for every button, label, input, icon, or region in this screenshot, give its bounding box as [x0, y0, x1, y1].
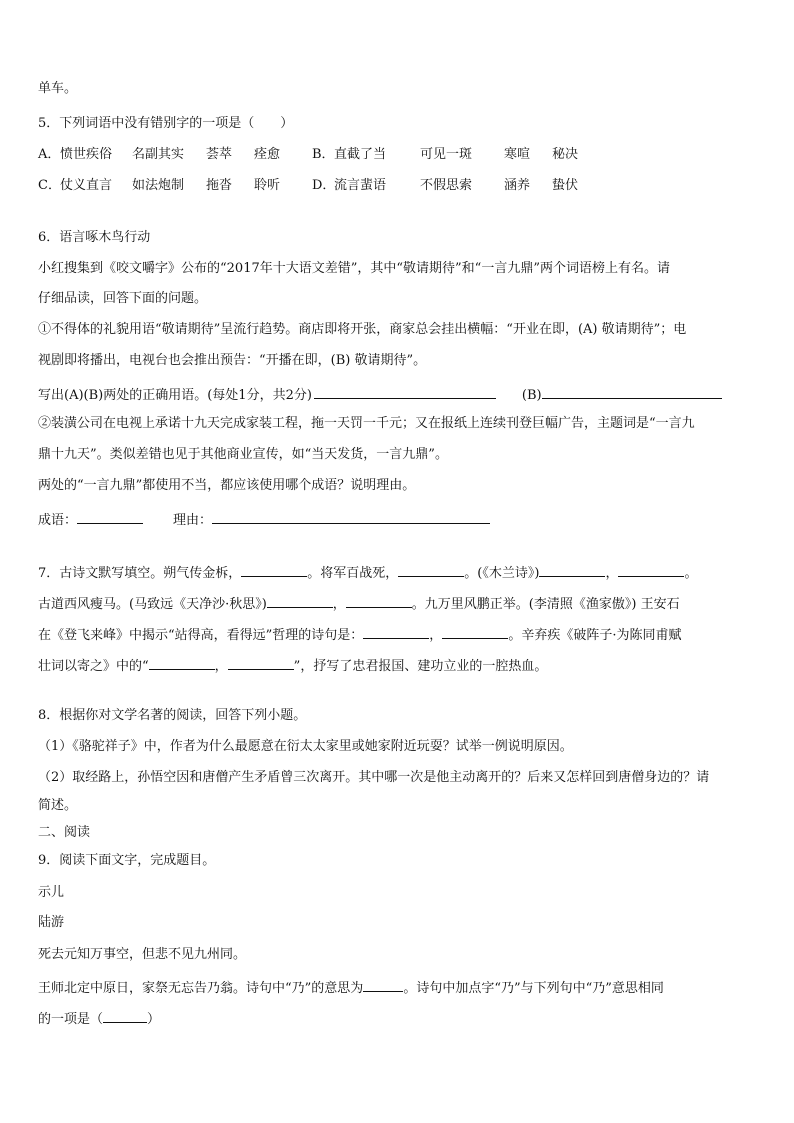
- text-fragment: 。将军百战死，: [307, 566, 399, 581]
- answer-blank-a[interactable]: [314, 384, 496, 399]
- text-line: 单车。: [38, 81, 78, 96]
- answer-blank[interactable]: [149, 655, 215, 670]
- poem-line: 死去元知万事空，但悲不见九州同。: [38, 947, 247, 962]
- question-5-stem: 5．下列词语中没有错别字的一项是（ ）: [38, 116, 294, 131]
- text-fragment: ，: [605, 566, 619, 581]
- answer-blank[interactable]: [539, 562, 605, 577]
- question-7-line-3: [38, 624, 758, 644]
- option-b-label: B．: [312, 147, 335, 162]
- idiom-blank[interactable]: [77, 509, 143, 524]
- option-word: 荟萃: [206, 147, 233, 162]
- text-fragment: ，: [332, 597, 346, 612]
- section-heading: 二、阅读: [38, 825, 91, 840]
- answer-blank[interactable]: [228, 655, 294, 670]
- question-6-write-row: [38, 384, 758, 404]
- reason-blank[interactable]: [212, 509, 490, 524]
- text-fragment: 诗句中“乃”的意思为: [246, 981, 364, 996]
- text-line: ①不得体的礼貌用语“敬请期待”呈流行趋势。商店即将开张，商家总会挂出横幅：“开业在即，(A) 敬请期待”；电: [38, 322, 687, 337]
- option-word: 直截了当: [334, 147, 387, 162]
- option-word: 名副其实: [132, 147, 185, 162]
- text-fragment: 。诗句中加点字“乃”与下列句中“乃”意思相同: [403, 981, 664, 996]
- option-word: 聆听: [254, 178, 281, 193]
- option-a-label: A．: [38, 147, 61, 162]
- question-8-part-1: （1）《骆驼祥子》中，作者为什么最愿意在衍太太家里或她家附近玩耍？试举一例说明原因。: [38, 739, 573, 754]
- reason-label: 理由：: [173, 513, 213, 528]
- write-prompt: 写出(A)(B)两处的正确用语。(每处1分，共2分): [38, 388, 312, 403]
- question-5-options-cd: [38, 177, 758, 197]
- question-7-line-1: [38, 562, 758, 582]
- text-fragment: 壮词以寄之》中的“: [38, 659, 149, 674]
- idiom-label: 成语：: [38, 513, 78, 528]
- answer-blank[interactable]: [363, 624, 429, 639]
- text-fragment: 。辛弃疾《破阵子·为陈同甫赋: [508, 628, 682, 643]
- text-fragment: 。(《木兰诗》): [464, 566, 540, 581]
- option-c-label: C．: [38, 178, 61, 193]
- option-word: 拖沓: [206, 178, 233, 193]
- poem-line: 王师北定中原日，家祭无忘告乃翁。: [38, 981, 247, 996]
- option-word: 不假思索: [420, 178, 473, 193]
- option-word: 可见一斑: [420, 147, 473, 162]
- text-line: 两处的“一言九鼎”都使用不当，都应该使用哪个成语？说明理由。: [38, 478, 416, 493]
- option-word: 流言蜚语: [334, 178, 387, 193]
- option-d-label: D．: [312, 178, 336, 193]
- option-word: 秘决: [552, 147, 579, 162]
- question-5-options-ab: [38, 146, 758, 166]
- text-fragment: ）: [147, 1012, 161, 1027]
- text-fragment: 。: [684, 566, 698, 581]
- text-line: 鼎十九天”。类似差错也见于其他商业宣传，如“当天发货，一言九鼎”。: [38, 447, 448, 462]
- text-line: 小红搜集到《咬文嚼字》公布的“2017年十大语文差错”，其中“敬请期待”和“一言九鼎”两个词语榜上有名。请: [38, 261, 670, 276]
- answer-blank[interactable]: [241, 562, 307, 577]
- answer-blank[interactable]: [346, 593, 412, 608]
- option-word: 蛰伏: [552, 178, 579, 193]
- b-label: (B): [521, 388, 542, 403]
- text-fragment: 7．古诗文默写填空。朔气传金柝，: [38, 566, 242, 581]
- question-7-line-4: [38, 655, 758, 675]
- answer-blank[interactable]: [618, 562, 684, 577]
- text-fragment: 。九万里风鹏正举。(李清照《渔家傲》) 王安石: [411, 597, 680, 612]
- question-9-stem: 9．阅读下面文字，完成题目。: [38, 853, 216, 868]
- option-word: 如法炮制: [132, 178, 185, 193]
- answer-blank[interactable]: [363, 977, 403, 992]
- question-8-stem: 8．根据你对文学名著的阅读，回答下列小题。: [38, 708, 307, 723]
- question-7-line-2: [38, 593, 758, 613]
- answer-blank[interactable]: [267, 593, 333, 608]
- answer-blank-b[interactable]: [542, 384, 722, 399]
- answer-blank[interactable]: [398, 562, 464, 577]
- text-fragment: ，: [214, 659, 228, 674]
- option-word: 痊愈: [254, 147, 281, 162]
- answer-blank[interactable]: [442, 624, 508, 639]
- option-word: 仗义直言: [60, 178, 113, 193]
- text-fragment: ”，抒写了忠君报国、建功立业的一腔热血。: [293, 659, 548, 674]
- text-fragment: 古道西风瘦马。(马致远《天净沙·秋思》): [38, 597, 267, 612]
- text-line: ②装潢公司在电视上承诺十九天完成家装工程，拖一天罚一千元；又在报纸上连续刊登巨幅广告，主题词是“一言九: [38, 416, 695, 431]
- text-fragment: ，: [429, 628, 443, 643]
- option-word: 愤世疾俗: [60, 147, 113, 162]
- text-line: 仔细品读，回答下面的问题。: [38, 291, 208, 306]
- answer-blank[interactable]: [103, 1008, 147, 1023]
- poem-title: 示儿: [38, 885, 65, 900]
- question-9-choice-line: [38, 1008, 758, 1028]
- poem-author: 陆游: [38, 915, 65, 930]
- option-word: 涵养: [504, 178, 531, 193]
- question-6-title: 6．语言啄木鸟行动: [38, 230, 151, 245]
- text-line: 简述。: [38, 798, 78, 813]
- poem-question-line: [38, 977, 758, 997]
- question-6-answer-row: [38, 509, 758, 529]
- text-fragment: 的一项是（: [38, 1012, 104, 1027]
- question-8-part-2: （2）取经路上，孙悟空因和唐僧产生矛盾曾三次离开。其中哪一次是他主动离开的？后来又怎样回到唐僧身边的？请: [38, 770, 710, 785]
- text-fragment: 在《登飞来峰》中揭示“站得高，看得远”哲理的诗句是：: [38, 628, 364, 643]
- text-line: 视剧即将播出，电视台也会推出预告：“开播在即，(B) 敬请期待”。: [38, 353, 427, 368]
- option-word: 寒喧: [504, 147, 531, 162]
